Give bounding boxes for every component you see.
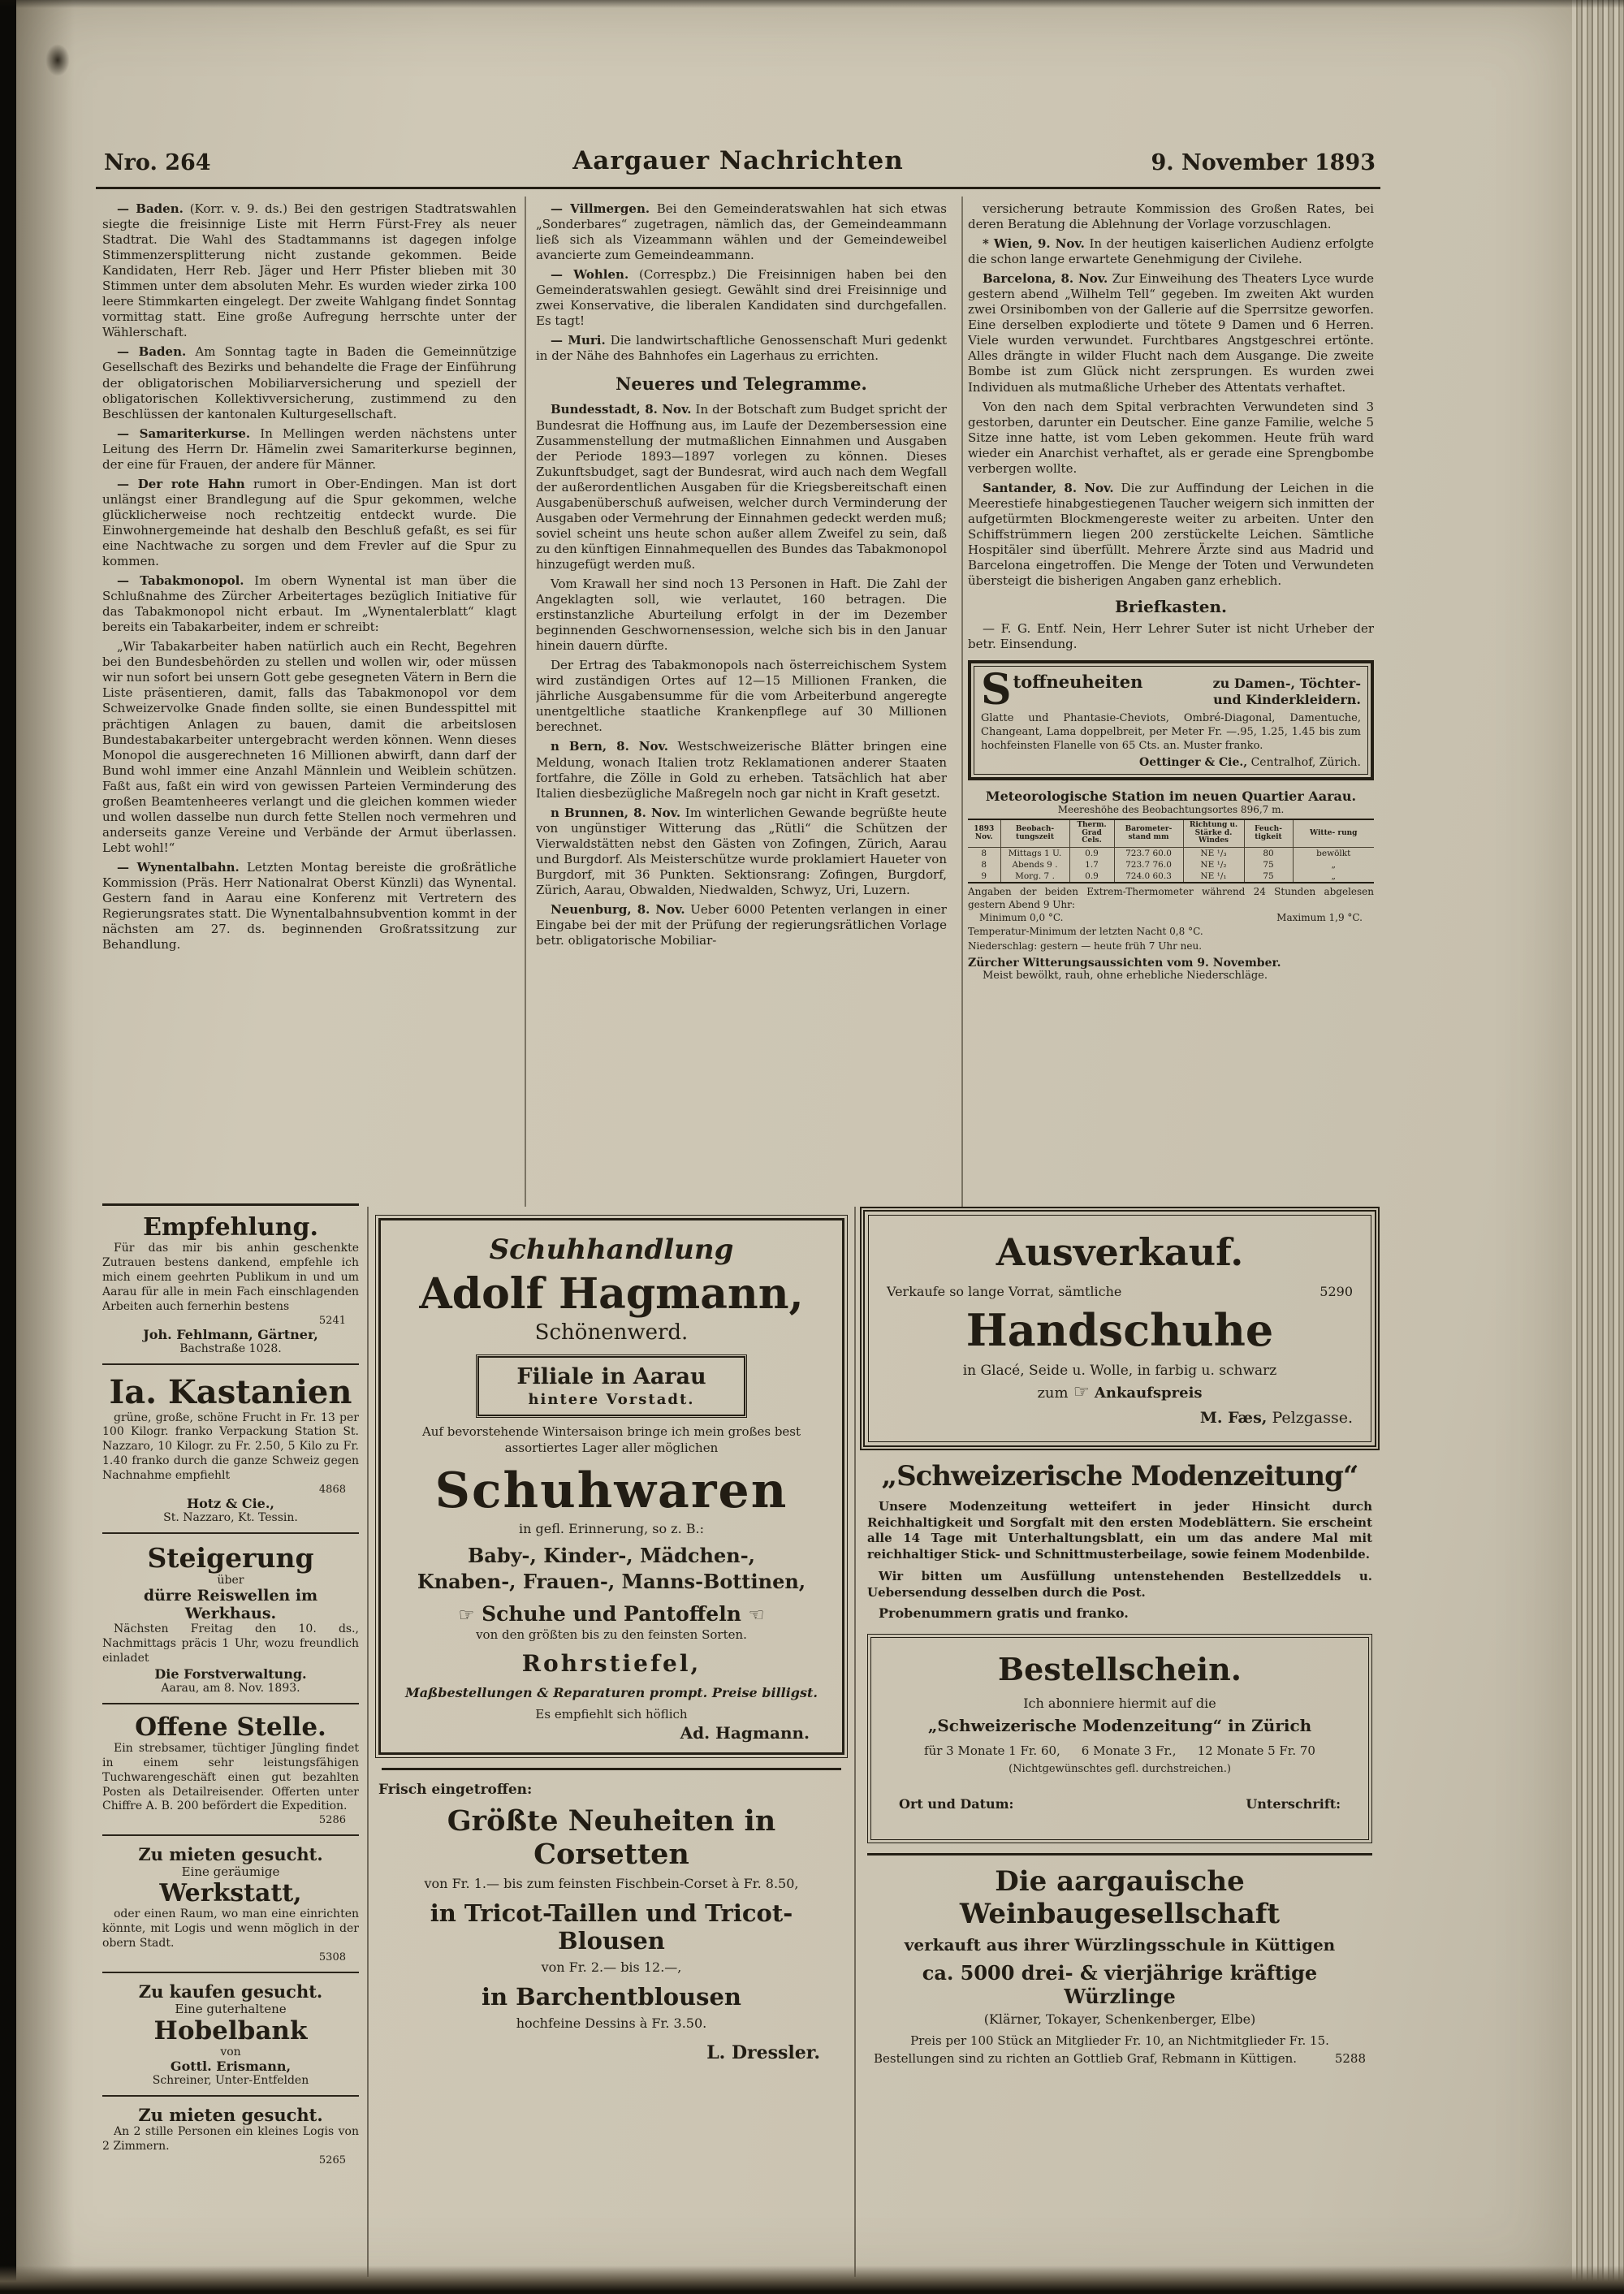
- paragraph-text: (Korr. v. 9. ds.) Bei den gestrigen Stadtratswahlen siegte die freisinnige Liste mit Herrn Fürst-Frey als neuer Stadtrat. Die Wahl des Stadtammanns ist dagegen infolge Stimmenzersplitterung nicht zustande gekommen. Beide Kandidaten, Herr Reb. Jäger und Herr Pfister blieben mit 30 Stimmen unter dem absoluten Mehr. Es wurden wieder zirka 100 leere Stimmkarten eingelegt. Der zweite Wahlgang findet Sonntag vormittag statt. Eine große Aufregung herrschte unter der Wählerschaft.: [102, 201, 516, 340]
- ad-number: 5308: [318, 1951, 346, 1964]
- paragraph-text: versicherung betraute Kommission des Großen Rates, bei deren Beratung die Ablehnung der Vorlage vorzuschlagen.: [968, 201, 1374, 232]
- paragraph-text: rumort in Ober-Endingen. Man ist dort unlängst einer Brandlegung auf die Spur gekommen, welche glücklicherweise noch rechtzeitig entdeckt wurde. Die Einwohnergemeinde hat deshalb den Beschluß gefaßt, es sei für eine Nachtwache zu sorgen und dem Frevler auf die Spur zu kommen.: [102, 476, 516, 569]
- right-ads-column: [864, 1210, 1376, 2066]
- ad-body: An 2 stille Personen ein kleines Logis von 2 Zimmern.: [102, 2125, 359, 2153]
- ad-line: von: [220, 2046, 241, 2059]
- letterbox-text: — F. G. Entf. Nein, Herr Lehrer Suter ist nicht Urheber der betr. Einsendung.: [968, 621, 1374, 652]
- ad-town: Schönenwerd.: [534, 1320, 689, 1345]
- telegram-paragraph: [968, 481, 1374, 589]
- ad-headline: „Schweizerische Modenzeitung“: [881, 1460, 1358, 1493]
- ad-note: von den größten bis zu den feinsten Sorten.: [476, 1627, 747, 1642]
- subscription-option: für 3 Monate 1 Fr. 60,: [924, 1743, 1060, 1758]
- column-rule: [961, 197, 963, 1207]
- paragraph-lead: — Samariterkurse.: [117, 426, 251, 441]
- ad-heading: Offene Stelle.: [135, 1712, 326, 1742]
- weather-col-header: Barometer- stand mm: [1114, 819, 1183, 848]
- pointing-hand-left-icon: ☜: [748, 1605, 765, 1626]
- ad-proprietor: Adolf Hagmann,: [419, 1269, 804, 1319]
- weather-row: [968, 848, 1374, 860]
- ad-lodging-wanted: [102, 2105, 359, 2167]
- weather-cell: 8: [981, 849, 987, 859]
- paragraph-text: „Wir Tabakarbeiter haben natürlich auch ein Recht, Begehren bei den Bundesbehörden zu stellen und wollen wir, oder müssen wir nun sofort bei unsern Gott gebe gesegneten Vätern in Bern die Liste präsentieren, damit, falls das Tabakmonopol vor dem Schweizervolke Gnade finden sollte, sie einen Bundesspittel mit prächtigen Anlagen zu bauen, damit die arbeitslosen Bundestabakarbeiter untergebracht werden können. Wenn dieses Monopol die ausgerechneten 16 Millionen abwirft, dann darf der Bund wohl immer eine Anzahl Männlein und Weiblein schützen. Faßt aus, faßt ein wird von gewissen Parteien Verminderung des großen Beamtenheeres verlangt und die gleichen kommen wieder und wollen dasselbe nun durch fette Stellen noch vermehren und anderseits ganze Vereine und Verbände der Armut überlassen. Lebt wohl!“: [102, 639, 516, 855]
- weather-heading: Meteorologische Station im neuen Quartier Aarau.: [985, 788, 1357, 804]
- ad-signature: Ad. Hagmann.: [680, 1722, 810, 1743]
- ad-varieties: (Klärner, Tokayer, Schenkenberger, Elbe): [983, 2011, 1256, 2027]
- weather-cell: bewölkt: [1293, 848, 1374, 860]
- ad-address: St. Nazzaro, Kt. Tessin.: [163, 1511, 298, 1525]
- paragraph-text: Am Sonntag tagte in Baden die Gemeinnützige Gesellschaft des Bezirks und behandelte die Frage der Einführung der obligatorischen Mobiliarversicherung und speziell der obligatorischen Kollektivversicherung, zustimmend zu den Beschlüssen der kantonalen Kulturgesellschaft.: [102, 344, 516, 421]
- news-paragraph: [102, 426, 516, 473]
- date-field-label: Ort und Datum:: [899, 1796, 1014, 1812]
- ad-heading: Ia. Kastanien: [109, 1372, 352, 1411]
- ad-number: 5288: [1334, 2051, 1366, 2066]
- ad-intro: Auf bevorstehende Wintersaison bringe ich mein großes best assortiertes Lager aller möglichen: [421, 1424, 801, 1455]
- fabric-ad-word: toffneuheiten: [1013, 672, 1143, 693]
- news-paragraph: [102, 344, 516, 421]
- ad-closing: Es empfiehlt sich höflich: [535, 1706, 688, 1722]
- news-paragraph: [102, 639, 516, 856]
- ad-subheading: über: [217, 1574, 244, 1588]
- ad-divider: [102, 1972, 359, 1973]
- paragraph-text: Die landwirtschaftliche Genossenschaft Muri gedenkt in der Nähe des Bahnhofes ein Lagerhaus zu errichten.: [536, 333, 947, 364]
- ad-workshop-wanted: [102, 1844, 359, 1964]
- order-form-fields: [891, 1796, 1349, 1812]
- fabric-ad-titleline: [1013, 672, 1361, 692]
- corset-ad: [378, 1782, 844, 2063]
- paragraph-lead: n Bern, 8. Nov.: [551, 739, 668, 754]
- weather-cell: Morg. 7 .: [1000, 871, 1069, 883]
- subscription-option: 12 Monate 5 Fr. 70: [1197, 1743, 1315, 1758]
- ad-text: Ankaufspreis: [1094, 1385, 1203, 1402]
- ad-divider: [102, 2095, 359, 2097]
- scan-bottom-edge: [0, 2266, 1624, 2294]
- ad-divider: [102, 1834, 359, 1836]
- ad-contact-line: [867, 2051, 1372, 2066]
- paragraph-lead: Santander, 8. Nov.: [983, 480, 1114, 495]
- ad-workbench-wanted: [102, 1981, 359, 2087]
- weather-header-row: [968, 819, 1374, 848]
- paragraph-text: Im winterlichen Gewande begrüßte heute von ungünstiger Witterung das „Rütli“ die Schützen der Vierwaldstätten nebst den Gästen von Zofingen, Zürich, Aarau und Burgdorf. Als Meisterschütze wurde proklamiert Haueter von Burgdorf, mit 36 Punkten. Sektionsrang: Zofingen, Burgdorf, Zürich, Aarau, Obwalden, Niedwalden, Schwyz, Uri, Luzern.: [536, 805, 947, 897]
- forecast-title: Zürcher Witterungsaussichten vom 9. November.: [968, 956, 1281, 970]
- ad-subheading: dürre Reiswellen im Werkhaus.: [143, 1587, 318, 1623]
- ad-body: grüne, große, schöne Frucht in Fr. 13 per 100 Kilogr. franko Verpackung Station St. Nazzaro, 10 Kilogr. zu Fr. 2.50, 5 Kilo zu Fr. 1.40 franko durch die ganze Schweiz gegen Nachnahme empfiehlt: [102, 1411, 359, 1483]
- subscription-option: 6 Monate 3 Fr.,: [1081, 1743, 1177, 1758]
- shoe-shop-ad: [378, 1218, 844, 1755]
- clearance-sale-ad: [868, 1215, 1371, 1442]
- weather-table-head: [968, 819, 1374, 848]
- weather-col-header: Witte- rung: [1293, 819, 1374, 848]
- binding-shadow: [16, 0, 75, 2294]
- column-2: [536, 201, 947, 1202]
- telegrams-heading: Neueres und Telegramme.: [615, 374, 867, 395]
- ad-product-line: Knaben-, Frauen-, Manns-Bottinen,: [417, 1570, 806, 1594]
- paragraph-text: Der Ertrag des Tabakmonopols nach österreichischem System wird zuständigen Ortes auf 12—15 Millionen Franken, die jährliche Ausgabensumme für die vom Arbeiterbund angeregte unentgeltliche staatliche Krankenpflege auf 30 Millionen berechnet.: [536, 658, 947, 735]
- ad-text: in Glacé, Seide u. Wolle, in farbig u. schwarz: [962, 1363, 1277, 1379]
- ad-product-line: [397, 1602, 826, 1626]
- ad-body: Wir bitten um Ausfüllung untenstehenden Bestellzeddels u. Uebersendung desselben durch die Post.: [867, 1569, 1372, 1600]
- pointing-hand-right-icon: ☞: [1073, 1382, 1090, 1402]
- ad-headline: Die aargauische Weinbaugesellschaft: [959, 1865, 1281, 1930]
- ad-recommendation: [102, 1213, 359, 1355]
- shoe-shop-ad-column: [378, 1218, 844, 2063]
- ad-subheadline: verkauft aus ihrer Würzlingsschule in Küttigen: [904, 1935, 1336, 1955]
- fabric-ad-titles: [1013, 672, 1361, 707]
- book-page-edges: [1572, 0, 1624, 2294]
- paragraph-text: Westschweizerische Blätter bringen eine Meldung, wonach Italien trotz Reklamationen anderer Staaten fortfahre, die Zölle in Gold zu erheben. Tatsächlich hat aber Italien diesbezügliche Maßregeln noch gar nicht in Kraft gesetzt.: [536, 739, 947, 801]
- subscription-options: [891, 1743, 1349, 1758]
- paragraph-lead: n Brunnen, 8. Nov.: [551, 805, 681, 820]
- ad-signature: Joh. Fehlmann, Gärtner,: [143, 1326, 318, 1342]
- telegram-paragraph: [968, 400, 1374, 477]
- paragraph-text: Letzten Montag bereiste die großrätliche Kommission (Präs. Herr Nationalrat Oberst Künzli) das Wynental. Gestern fand in Aarau eine Konferenz mit Vertretern des Regierungsrates statt. Die Wynentalbahnsubvention kommt in der nächsten am 27. ds. beginnenden Großratssitzung zur Behandlung.: [102, 859, 516, 953]
- ad-firm: M. Fæs,: [1199, 1409, 1268, 1427]
- ad-number: 5286: [318, 1814, 346, 1827]
- ad-number: 5265: [318, 2154, 346, 2167]
- ad-divider: [102, 1363, 359, 1365]
- column-1: [102, 201, 516, 1202]
- weather-cell: 723.7 76.0: [1114, 859, 1183, 871]
- news-paragraph: [536, 267, 947, 329]
- ad-signature: [887, 1409, 1353, 1427]
- scan-left-edge: [0, 0, 16, 2294]
- newspaper-title: Aargauer Nachrichten: [572, 146, 904, 175]
- news-paragraph: [536, 333, 947, 364]
- ad-product-text: Schuhe und Pantoffeln: [482, 1601, 741, 1626]
- weather-cell: Abends 9 .: [1000, 859, 1069, 871]
- column-3: [968, 201, 1374, 1207]
- ads-top-rule: [102, 1203, 359, 1206]
- ad-body: Nächsten Freitag den 10. ds., Nachmittags präcis 1 Uhr, wozu freundlich einladet: [102, 1622, 359, 1665]
- weather-cell: 9: [981, 871, 987, 882]
- telegram-paragraph: [536, 902, 947, 948]
- ad-job-offer: [102, 1713, 359, 1827]
- ad-product-line: Baby-, Kinder-, Mädchen-,: [467, 1544, 756, 1567]
- paragraph-text: In Mellingen werden nächstens unter Leitung des Herrn Dr. Hämelin zwei Samariterkurse beginnen, der eine für Frauen, der andere für Männer.: [102, 426, 516, 472]
- ad-headline: in Barchentblousen: [481, 1982, 742, 2011]
- ad-price-line: von Fr. 1.— bis zum feinsten Fischbein-Corset à Fr. 8.50,: [424, 1875, 799, 1891]
- ad-address: Bachstraße 1028.: [179, 1341, 282, 1355]
- ad-body: Ein strebsamer, tüchtiger Jüngling findet in einem sehr leistungsfähigen Tuchwarengeschäft einen gut bezahlten Posten als Detailreisender. Offerten unter Chiffre A. B. 200 befördert die Expedition.: [102, 1741, 359, 1813]
- ad-body: Für das mir bis anhin geschenkte Zutrauen bestens dankend, empfehle ich mich einem geehrten Publikum in und um Aarau für alle in mein Fach einschlagenden Arbeiten auch fernerhin bestens: [102, 1242, 359, 1313]
- order-form-line: Ich abonniere hiermit auf die: [1023, 1696, 1216, 1711]
- ad-address: Schreiner, Unter-Entfelden: [152, 2074, 309, 2088]
- ad-heading: Zu mieten gesucht.: [138, 2105, 323, 2126]
- fabric-ad-firm: Oettinger & Cie.,: [1139, 755, 1248, 769]
- ad-text: Verkaufe so lange Vorrat, sämtliche: [887, 1284, 1122, 1299]
- ad-address: Pelzgasse.: [1272, 1409, 1353, 1427]
- ad-product-headline: Schuhwaren: [434, 1462, 788, 1519]
- ad-heading: Zu mieten gesucht.: [138, 1844, 323, 1865]
- fabric-ad-body: Glatte und Phantasie-Cheviots, Ombré-Diagonal, Damentuche, Changeant, Lama doppelbreit, per Meter Fr. —.95, 1.25, 1.45 bis zum hochfeinsten Flanelle von 65 Cts. an. Muster franko.: [981, 712, 1361, 752]
- ad-keyword: Werkstatt,: [159, 1879, 302, 1908]
- weather-col-header: Therm. Grad Cels.: [1069, 819, 1114, 848]
- fashion-journal-ad: [864, 1460, 1376, 1621]
- fabric-ad-signature: [981, 756, 1361, 769]
- ad-offer: ca. 5000 drei- & vierjährige kräftige Würzlinge: [922, 1961, 1318, 2008]
- weather-extremes: [968, 912, 1374, 923]
- paragraph-text: Bei den Gemeinderatswahlen hat sich etwas „Sonderbares“ zugetragen, nämlich das, der Gemeindeammann ließ sich als Vizeammann wählen und der Gemeindeweibel avancierte zum Gemeindeammann.: [536, 201, 947, 263]
- pointing-hand-right-icon: ☞: [458, 1605, 475, 1626]
- paragraph-text: (Correspbz.) Die Freisinnigen haben bei den Gemeinderatswahlen gesiegt. Gewählt sind drei Freisinnige und zwei Konservative, die liberalen Kandidaten sind durchgefallen. Es tagt!: [536, 267, 947, 329]
- paragraph-text: Von den nach dem Spital verbrachten Verwundeten sind 3 gestorben, darunter ein Deutscher. Eine ganze Familie, welche 5 Sitze inne hatte, ist vom Leben gekommen. Heute früh ward wieder ein Anarchist verhaftet, als er gerade eine Sprengbombe verbergen wollte.: [968, 399, 1374, 476]
- telegram-paragraph: [536, 658, 947, 735]
- weather-note: Angaben der beiden Extrem-Thermometer während 24 Stunden abgelesen gestern Abend 9 Uhr:: [968, 886, 1374, 910]
- weather-table: [968, 819, 1374, 884]
- news-paragraph: [102, 477, 516, 569]
- ad-keyword: Hobelbank: [153, 2016, 308, 2046]
- ad-signature: Die Forstverwaltung.: [154, 1665, 307, 1682]
- ad-intro: Frisch eingetroffen:: [378, 1781, 533, 1798]
- weather-col-header: 1893 Nov.: [968, 819, 1000, 848]
- weather-cell: 8: [981, 860, 987, 871]
- weather-cell: 80: [1244, 848, 1293, 860]
- column-rule: [525, 197, 526, 1207]
- weather-cell: 75: [1244, 859, 1293, 871]
- fabric-ad-address: Centralhof, Zürich.: [1250, 755, 1361, 769]
- weather-cell: 724.0 60.3: [1114, 871, 1183, 883]
- ad-signature: Gottl. Erismann,: [170, 2059, 292, 2075]
- weather-cell: „: [1293, 859, 1374, 871]
- paragraph-lead: * Wien, 9. Nov.: [983, 236, 1085, 252]
- branch-line1: Filiale in Aarau: [516, 1364, 706, 1389]
- signature-field-label: Unterschrift:: [1246, 1796, 1341, 1812]
- ad-text: zum: [1037, 1385, 1069, 1402]
- weather-cell: 723.7 60.0: [1114, 848, 1183, 860]
- weather-cell: Mittags 1 U.: [1000, 848, 1069, 860]
- paragraph-lead: Neuenburg, 8. Nov.: [551, 901, 685, 917]
- paragraph-text: Ueber 6000 Petenten verlangen in einer Eingabe bei der mit der Prüfung der regierungsrätlichen Vorlage betr. obligatorische Mobiliar-: [536, 901, 947, 948]
- weather-cell: 0.9: [1069, 848, 1114, 860]
- paragraph-text: In der Botschaft zum Budget spricht der Bundesrat die Hoffnung aus, im Laufe der Dezembersession eine Zusammenstellung der mutmaßlichen Einnahmen und Ausgaben der Periode 1893—1897 vorlegen zu können. Dieses Zukunftsbudget, sagt der Bundesrat, wird auch nach dem Wegfall der außerordentlichen Ausgaben für die Kriegsbereitschaft einen Ausgabenüberschuß aufweisen, welcher durch Verminderung der Ausgaben oder Vermehrung der Einnahmen gedeckt werden muß; soviel scheint uns heute schon außer allem Zweifel zu sein, daß zu den künftigen Einnahmequellen des Bundes das Tabakmonopol hinzugefügt werden muß.: [536, 402, 947, 572]
- order-form-journal: „Schweizerische Modenzeitung“ in Zürich: [927, 1716, 1312, 1735]
- ad-category: Schuhhandlung: [489, 1233, 734, 1266]
- ad-price-line: von Fr. 2.— bis 12.—,: [541, 1959, 682, 1975]
- paragraph-lead: — Wohlen.: [551, 267, 629, 283]
- weather-row: [968, 871, 1374, 883]
- weather-cell: 0.9: [1069, 871, 1114, 883]
- paragraph-text: Die zur Auffindung der Leichen in die Meerestiefe hinabgestiegenen Taucher weigern sich inmitten der aufgetürmten Blockmengereste weiter zu arbeiten. Unter den Schiffstrümmern liegen 200 zerstückelte Leichen. Sämtliche Hospitäler sind überfüllt. Mehrere Ärzte sind aus Madrid und Barcelona eingetroffen. Die Menge der Toten und Verwundeten übersteigt die bisherigen Angaben ganz erheblich.: [968, 480, 1374, 589]
- paragraph-lead: Barcelona, 8. Nov.: [983, 271, 1108, 287]
- fabric-ad-sub2: und Kinderkleidern.: [1213, 692, 1361, 708]
- news-paragraph: [102, 201, 516, 340]
- ad-divider: [102, 1532, 359, 1534]
- ad-line: Eine guterhaltene: [175, 2002, 287, 2017]
- ad-divider: [867, 1853, 1372, 1856]
- weather-cell: NE ¹/₃: [1183, 848, 1244, 860]
- weather-col-header: Feuch- tigkeit: [1244, 819, 1293, 848]
- ads-column-rule: [854, 1207, 856, 2277]
- ad-price-line: hochfeine Dessins à Fr. 3.50.: [516, 2015, 707, 2031]
- ad-auction: [102, 1542, 359, 1695]
- ad-service-note: Maßbestellungen & Reparaturen prompt. Preise billigst.: [405, 1684, 818, 1700]
- ad-product-headline: Handschuhe: [965, 1304, 1274, 1356]
- ad-chestnuts: [102, 1373, 359, 1525]
- order-form-heading: Bestellschein.: [998, 1651, 1242, 1687]
- paragraph-lead: — Muri.: [551, 333, 606, 348]
- ad-number: 5241: [318, 1314, 346, 1327]
- ad-heading: Empfehlung.: [143, 1213, 318, 1242]
- ad-body: Unsere Modenzeitung wetteifert in jeder Hinsicht durch Reichhaltigkeit und Sorgfalt mit den ersten Modeblättern. Sie erscheint alle 14 Tage mit Unterhaltungsblatt, ein um das andere Mal mit reichhaltiger Stick- und Schnittmusterbeilage, sowie feinem Modenbilde.: [867, 1499, 1372, 1562]
- issue-date: 9. November 1893: [1151, 150, 1376, 175]
- ad-body: oder einen Raum, wo man eine einrichten könnte, mit Logis und wenn möglich in der obern Stadt.: [102, 1907, 359, 1951]
- ad-headline: Größte Neuheiten in Corsetten: [447, 1804, 776, 1871]
- ad-heading: Zu kaufen gesucht.: [138, 1981, 323, 2002]
- branch-box: [477, 1356, 745, 1416]
- paragraph-text: In der heutigen kaiserlichen Audienz erfolgte die schon lange erwartete Genehmigung der Civilehe.: [968, 236, 1374, 267]
- weather-table-body: [968, 848, 1374, 883]
- telegram-paragraph: [968, 236, 1374, 267]
- paragraph-lead: Bundesstadt, 8. Nov.: [551, 402, 692, 417]
- dropcap: S: [981, 665, 1012, 715]
- ad-heading: Steigerung: [147, 1542, 314, 1575]
- paragraph-lead: — Villmergen.: [551, 201, 650, 216]
- scan-top-edge: [0, 0, 1624, 8]
- weather-note: Niederschlag: gestern — heute früh 7 Uhr neu.: [968, 940, 1203, 953]
- news-paragraph: [102, 573, 516, 635]
- ad-divider: [102, 1703, 359, 1704]
- ad-note: in gefl. Erinnerung, so z. B.:: [518, 1521, 705, 1536]
- ad-number: 5290: [1320, 1284, 1353, 1299]
- letterbox-heading: Briefkasten.: [1115, 597, 1227, 617]
- news-paragraph: [102, 860, 516, 953]
- paragraph-text: Zur Einweihung des Theaters Lyce wurde gestern abend „Wilhelm Tell“ gegeben. Im zweiten Akt wurden zwei Orsinibomben von der Gallerie auf die Sperrsitze geworfen. Eine derselben explodierte und tötete 9 Damen und 6 Herren. Viele wurden verwundet. Furchtbares Angstgeschrei ertönte. Alles drängte in wilder Flucht nach dem Ausgange. Die zweite Bombe ist zum Glück nicht zersprungen. Es wurden zwei Individuen als mutmaßliche Urheber des Attentats verhaftet.: [968, 271, 1374, 395]
- weather-cell: 75: [1244, 871, 1293, 883]
- ad-number: 4868: [318, 1484, 346, 1497]
- ad-price-line: Preis per 100 Stück an Mitglieder Fr. 10, an Nichtmitglieder Fr. 15.: [910, 2033, 1329, 2048]
- telegram-paragraph: [536, 577, 947, 654]
- fabric-ad-header: [981, 665, 1361, 715]
- weather-cell: „: [1293, 871, 1374, 883]
- paragraph-text: Im obern Wynental ist man über die Schlußnahme des Zürcher Arbeitertages bezüglich Initiative für das Tabakmonopol nicht erbaut. Im „Wynentalerblatt“ klagt bereits ein Tabakarbeiter, indem er schreibt:: [102, 573, 516, 635]
- telegram-paragraph: [536, 739, 947, 801]
- paragraph-lead: — Der rote Hahn: [117, 476, 245, 491]
- weather-col-header: Richtung u. Stärke d. Windes: [1183, 819, 1244, 848]
- branch-line2: hintere Vorstadt.: [528, 1391, 695, 1408]
- ad-line: [887, 1284, 1353, 1299]
- weather-cell: NE ¹/₁: [1183, 871, 1244, 883]
- weather-maximum: Maximum 1,9 °C.: [1276, 911, 1363, 923]
- ad-text: Bestellungen sind zu richten an Gottlieb Graf, Rebmann in Küttigen.: [874, 2051, 1298, 2066]
- paragraph-lead: — Tabakmonopol.: [117, 573, 244, 589]
- ad-signature: Hotz & Cie.,: [187, 1496, 274, 1512]
- ad-line: Eine geräumige: [181, 1864, 280, 1880]
- ad-divider: [382, 1768, 841, 1770]
- masthead-rule: [96, 187, 1380, 189]
- ad-date: Aarau, am 8. Nov. 1893.: [161, 1681, 300, 1695]
- telegram-paragraph: [536, 402, 947, 572]
- ad-product-line: Rohrstiefel,: [521, 1649, 702, 1677]
- weather-minimum: Minimum 0,0 °C.: [979, 911, 1064, 923]
- vine-society-ad: [864, 1865, 1376, 2066]
- weather-cell: NE ¹/₂: [1183, 859, 1244, 871]
- fabric-ad-sub1: zu Damen-, Töchter-: [1212, 676, 1361, 692]
- weather-cell: 1.7: [1069, 859, 1114, 871]
- issue-number: Nro. 264: [104, 150, 211, 175]
- forecast-text: Meist bewölkt, rauh, ohne erhebliche Niederschläge.: [983, 969, 1268, 982]
- weather-station-report: [968, 788, 1374, 982]
- weather-subheading: Meereshöhe des Beobachtungsortes 896,7 m.: [1057, 803, 1285, 815]
- ads-column-rule: [367, 1207, 369, 2277]
- masthead: [97, 143, 1379, 179]
- ad-note: Probenummern gratis und franko.: [879, 1605, 1129, 1621]
- paragraph-lead: — Baden.: [117, 201, 184, 216]
- telegram-paragraph: [968, 271, 1374, 395]
- paragraph-text: Vom Krawall her sind noch 13 Personen in Haft. Die Zahl der Angeklagten soll, wie verlautet, 160 betragen. Die erstinstanzliche Aburteilung erfolgt in der im Dezember beginnenden Geschwornensession, welche sich bis in den Januar hinein dauern dürfte.: [536, 576, 947, 654]
- weather-col-header: Beobach- tungszeit: [1000, 819, 1069, 848]
- telegram-paragraph: [536, 806, 947, 898]
- fabric-novelties-ad: [968, 660, 1374, 780]
- ad-headline: Ausverkauf.: [996, 1230, 1244, 1274]
- classifieds-column: [102, 1213, 359, 2282]
- paragraph-lead: — Wynentalbahn.: [117, 859, 240, 875]
- paragraph-lead: — Baden.: [117, 344, 187, 360]
- order-form: [870, 1637, 1369, 1840]
- ad-headline: in Tricot-Taillen und Tricot-Blousen: [430, 1899, 793, 1955]
- ad-signature: L. Dressler.: [706, 2041, 820, 2063]
- weather-row: [968, 859, 1374, 871]
- weather-note: Temperatur-Minimum der letzten Nacht 0,8 °C.: [968, 925, 1203, 937]
- order-form-note: (Nichtgewünschtes gefl. durchstreichen.): [1009, 1763, 1231, 1775]
- telegram-paragraph: [968, 201, 1374, 232]
- news-paragraph: [536, 201, 947, 263]
- ad-price-line: [887, 1382, 1353, 1402]
